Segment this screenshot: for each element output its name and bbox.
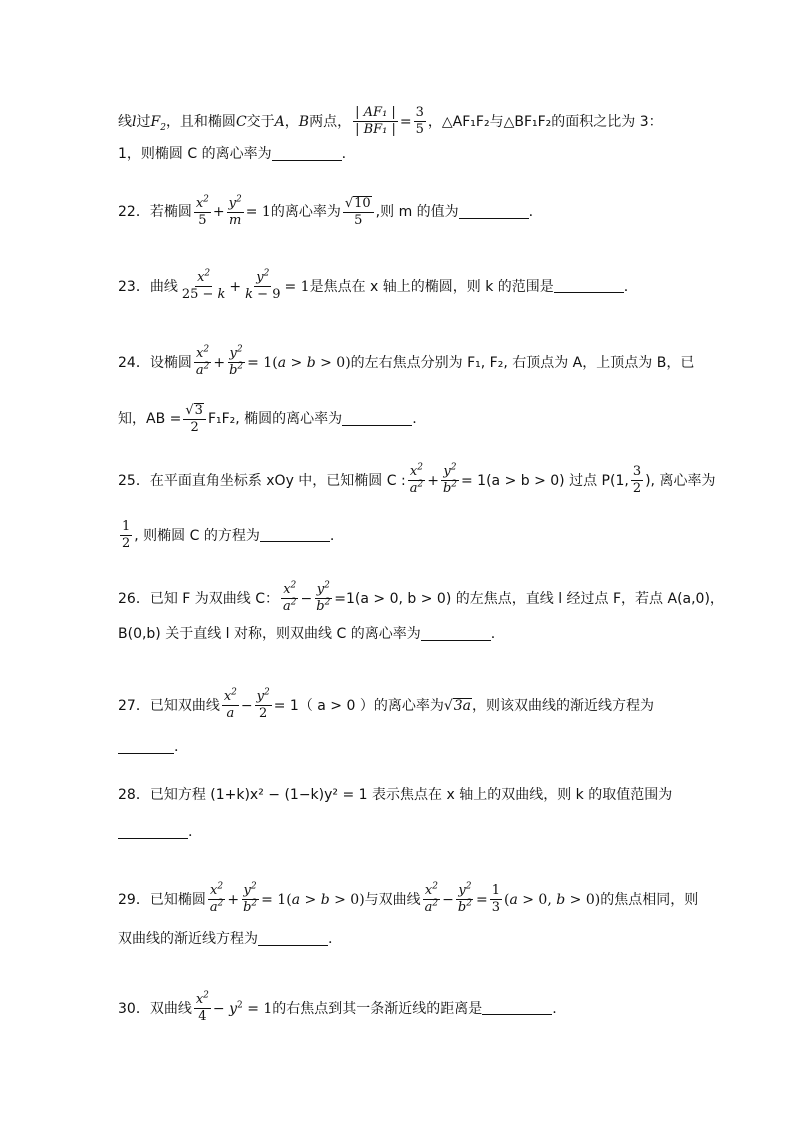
q21-var-a: A — [274, 113, 285, 130]
q30-line: 30．双曲线 $\frac{x^2}{4}$ − $y^2 = 1$ 的右焦点到其一条渐近线的距离是 . — [118, 990, 557, 1025]
q23-plus: + — [229, 278, 242, 295]
q21-end: . — [341, 146, 347, 162]
q27-text2: ，则该双曲线的渐近线方程为 — [472, 697, 655, 714]
q21-eq: = — [399, 113, 412, 130]
q24-number: 24．设椭圆 — [118, 354, 192, 371]
q27-line2 — [118, 740, 688, 754]
q28-text: 28．已知方程 (1+k)x² − (1−k)y² = 1 表示焦点在 x 轴上的双曲线，则 k 的取值范围为 — [118, 787, 673, 803]
q27-text1: = 1（ a > 0 ）的离心率为 — [273, 697, 444, 714]
q21-val-num: 3 — [414, 106, 426, 122]
q21-text-g: 1，则椭圆 C 的离心率为 — [118, 146, 272, 162]
q25-text1: = 1(a > b > 0) 过点 P(1, — [461, 472, 629, 489]
q21-var-b: B — [298, 113, 310, 130]
q25-answer-blank[interactable] — [260, 529, 330, 542]
q23-text: 是焦点在 x 轴上的椭圆，则 k 的范围是 — [309, 278, 554, 295]
q24-line2 — [118, 403, 688, 436]
q29-line1: 29．已知椭圆 $\frac{x^2}{a^2}$ + $\frac{y^2}{b^2}$ = 1(a > b > 0) 与双曲线 $\frac{x^2}{a^2}$ − $\frac{y^2}{b^2}$ = $\frac{1}{3}$ (a > 0, b > 0) 的焦点相同，则 — [118, 881, 699, 916]
q22-end: . — [528, 204, 534, 221]
q29-end: . — [328, 931, 333, 947]
q24-line1: 24．设椭圆 $\frac{x^2}{a^2}$ + $\frac{y^2}{b^2}$ = 1(a > b > 0) 的左右焦点分别为 F₁, F₂, 右顶点为 A，上顶点为 B，已 — [118, 344, 695, 379]
q27-end: . — [174, 739, 179, 755]
q30-answer-blank[interactable] — [482, 1002, 552, 1015]
q23-line — [118, 268, 688, 303]
q21-frac-num: | AF₁ | — [353, 106, 398, 122]
q21-comma: ， — [284, 113, 299, 130]
q29-line2 — [118, 932, 688, 946]
q21-text-c: ，且和椭圆 — [165, 113, 236, 130]
q25-end: . — [329, 527, 335, 544]
q24-frac-x: $\frac{x^2}{a^2}$ — [195, 344, 210, 379]
q22-plus: + — [212, 204, 225, 221]
q21-line1 — [118, 106, 688, 138]
q23-answer-blank[interactable] — [554, 280, 624, 293]
q22-line — [118, 196, 688, 229]
q27-sqrt3a: √ 3a — [443, 698, 472, 715]
q21-var-c: C — [235, 113, 247, 130]
q28-answer-blank[interactable] — [118, 826, 188, 839]
q21-var-f2: $F_2$ — [150, 113, 166, 133]
q29-number: 29．已知椭圆 — [118, 891, 206, 908]
q30-number: 30．双曲线 — [118, 1000, 192, 1017]
q25-line2: $\frac{1}{2}$ , 则椭圆 C 的方程为 . — [122, 519, 335, 552]
q21-val-den: 5 — [415, 122, 424, 138]
q27-line1: 27．已知双曲线 $\frac{x^2}{a}$ − $\frac{y^2}{2}$ = 1（ a > 0 ）的离心率为 √ 3a ，则该双曲线的渐近线方程为 — [118, 687, 655, 722]
q21-line2 — [118, 147, 688, 161]
q21-frac-den: | BF₁ | — [355, 122, 396, 138]
q23-end: . — [623, 278, 629, 295]
q25-text2: ), 离心率为 — [645, 472, 716, 489]
q30-end: . — [552, 1000, 557, 1017]
q22-answer-blank[interactable] — [459, 206, 529, 219]
q26-line1: 26．已知 F 为双曲线 C： $\frac{x^2}{a^2}$ − $\frac{y^2}{b^2}$ =1(a > 0, b > 0) 的左焦点，直线 l 经过点 F，若点 A(a,0)， — [118, 580, 724, 615]
q24-frac-y: $\frac{y^2}{b^2}$ — [229, 344, 244, 379]
q24-answer-blank[interactable] — [342, 413, 412, 426]
q22-number: 22．若椭圆 — [118, 204, 192, 221]
q21-text-b: 过 — [136, 113, 151, 130]
q28-line2 — [118, 825, 688, 839]
q21-text-d: 交于 — [246, 113, 275, 130]
q21-var-l: l — [132, 113, 137, 130]
q28-line1 — [118, 788, 688, 802]
q27-number: 27．已知双曲线 — [118, 697, 220, 714]
q21-text-e: 两点， — [309, 113, 352, 130]
q26-line2: B(0,b) 关于直线 l 对称，则双曲线 C 的离心率为 — [118, 626, 421, 642]
q21-answer-blank[interactable] — [272, 148, 342, 161]
q22-eq: = 1 — [245, 204, 271, 221]
q24-text1: 的左右焦点分别为 F₁, F₂, 右顶点为 A，上顶点为 B，已 — [350, 354, 695, 371]
q28-end: . — [188, 824, 193, 840]
q29-mid: 与双曲线 — [364, 891, 421, 908]
q25-number: 25．在平面直角坐标系 xOy 中，已知椭圆 C : — [118, 472, 406, 489]
q26-line2 — [118, 627, 688, 641]
q27-answer-blank[interactable] — [118, 741, 174, 754]
q23-frac-x: $\frac{x^2}{25 - k}$ — [181, 268, 226, 303]
q22-ecc-frac: √ 10 5 — [343, 196, 374, 229]
q21-text-f: ，△AF₁F₂与△BF₁F₂的面积之比为 3： — [427, 113, 663, 130]
q23-eq: = 1 — [284, 278, 310, 295]
q22-text: 的离心率为 — [270, 204, 341, 221]
q23-frac-y: $\frac{y^2}{k - 9}$ — [245, 268, 281, 303]
q22-tail: ,则 m 的值为 — [375, 204, 459, 221]
q25-line2: , 则椭圆 C 的方程为 — [134, 527, 260, 544]
q22-frac-x: $\frac{x^2}{5}$ — [195, 194, 209, 228]
q29-text1: 的焦点相同，则 — [600, 891, 699, 908]
q26-end: . — [490, 626, 496, 642]
q29-answer-blank[interactable] — [258, 933, 328, 946]
q30-text: 的右焦点到其一条渐近线的距离是 — [272, 1000, 483, 1017]
q24-end: . — [412, 411, 417, 428]
q24-sqrt3-frac: √ 3 2 — [183, 403, 206, 436]
q22-frac-y: $\frac{y^2}{m}$ — [228, 194, 242, 228]
q23-number: 23．曲线 — [118, 278, 178, 295]
q25-line1: 25．在平面直角坐标系 xOy 中，已知椭圆 C : $\frac{x^2}{a^2}$ + $\frac{y^2}{b^2}$ = 1(a > b > 0) 过点 P(1, $\frac{3}{2}$ ), 离心率为 — [118, 462, 716, 497]
q26-number: 26．已知 F 为双曲线 C： — [118, 590, 279, 607]
q21-value-frac — [414, 106, 426, 138]
q26-answer-blank[interactable] — [421, 628, 491, 641]
q26-text1: =1(a > 0, b > 0) 的左焦点，直线 l 经过点 F，若点 A(a,0)， — [334, 590, 724, 607]
q24-line2a: 知，AB = — [118, 411, 182, 428]
q24-line2b: F₁F₂, 椭圆的离心率为 — [207, 411, 343, 428]
q21-text-a: 线 — [118, 113, 132, 130]
q21-ratio-frac — [353, 106, 398, 138]
q29-line2: 双曲线的渐近线方程为 — [118, 931, 258, 947]
